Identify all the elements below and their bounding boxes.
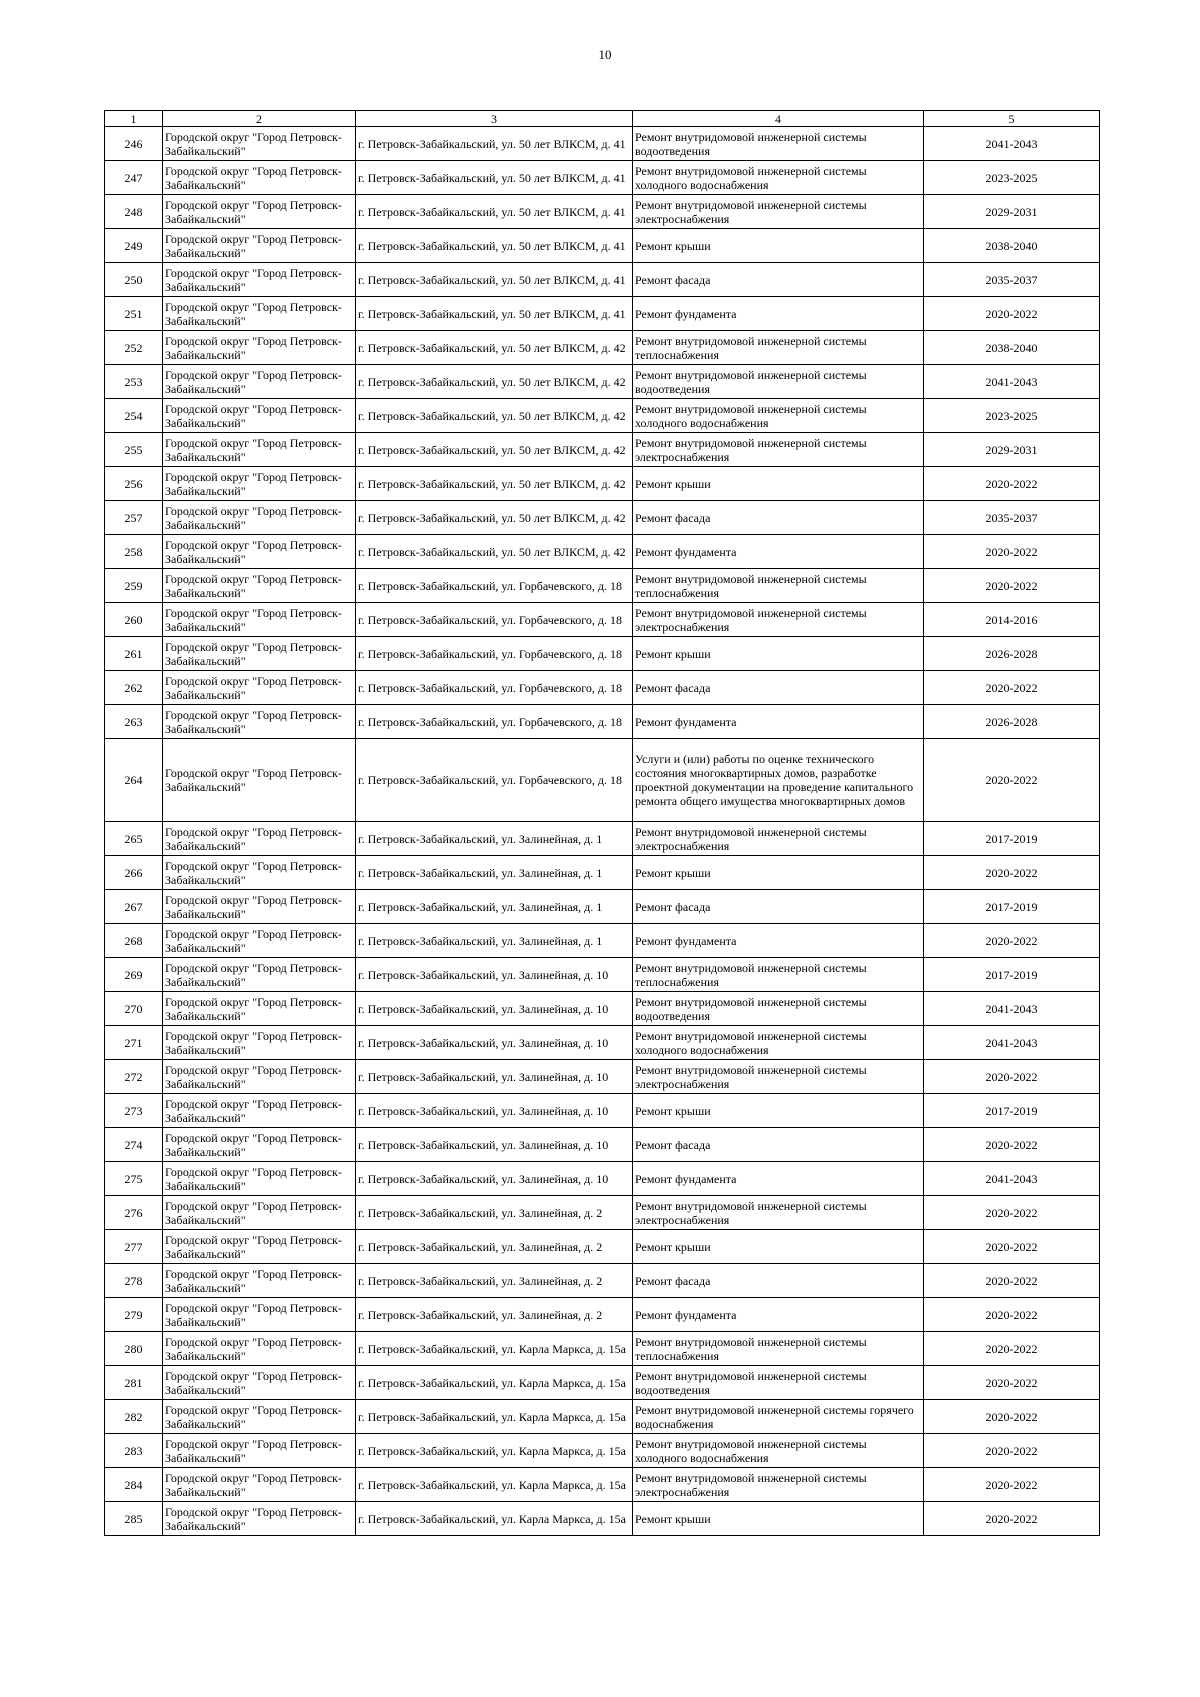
table-row [105,890,1100,924]
period-cell: 2029-2031 [924,195,1100,229]
row-number: 281 [105,1366,163,1400]
work-type-cell: Ремонт крыши [633,229,924,263]
row-number: 261 [105,637,163,671]
work-type-cell: Ремонт внутридомовой инженерной системы электроснабжения [633,433,924,467]
row-number: 263 [105,705,163,739]
row-number: 254 [105,399,163,433]
row-number: 280 [105,1332,163,1366]
row-number: 275 [105,1162,163,1196]
work-type-cell: Ремонт крыши [633,637,924,671]
table-row [105,992,1100,1026]
table-row [105,958,1100,992]
table-row [105,127,1100,161]
address-cell: г. Петровск-Забайкальский, ул. Залинейная, д. 2 [356,1298,633,1332]
work-type-cell: Ремонт внутридомовой инженерной системы теплоснабжения [633,331,924,365]
row-number: 251 [105,297,163,331]
work-type-cell: Ремонт фундамента [633,1162,924,1196]
municipality-cell: Городской округ "Город Петровск-Забайкальский" [163,365,356,399]
municipality-cell: Городской округ "Город Петровск-Забайкальский" [163,1434,356,1468]
municipality-cell: Городской округ "Город Петровск-Забайкальский" [163,958,356,992]
municipality-cell: Городской округ "Город Петровск-Забайкальский" [163,1264,356,1298]
row-number: 255 [105,433,163,467]
municipality-cell: Городской округ "Город Петровск-Забайкальский" [163,399,356,433]
repair-schedule-table [104,110,1100,1536]
table-row [105,467,1100,501]
table-row [105,501,1100,535]
row-number: 283 [105,1434,163,1468]
municipality-cell: Городской округ "Город Петровск-Забайкальский" [163,1094,356,1128]
table-row [105,924,1100,958]
address-cell: г. Петровск-Забайкальский, ул. 50 лет ВЛКСМ, д. 42 [356,399,633,433]
period-cell: 2041-2043 [924,365,1100,399]
row-number: 267 [105,890,163,924]
table-row [105,1502,1100,1536]
row-number: 252 [105,331,163,365]
row-number: 279 [105,1298,163,1332]
municipality-cell: Городской округ "Город Петровск-Забайкальский" [163,890,356,924]
period-cell: 2017-2019 [924,890,1100,924]
address-cell: г. Петровск-Забайкальский, ул. Горбачевского, д. 18 [356,705,633,739]
table-row [105,229,1100,263]
row-number: 246 [105,127,163,161]
work-type-cell: Ремонт внутридомовой инженерной системы водоотведения [633,127,924,161]
work-type-cell: Ремонт внутридомовой инженерной системы холодного водоснабжения [633,1026,924,1060]
work-type-cell: Ремонт внутридомовой инженерной системы водоотведения [633,992,924,1026]
period-cell: 2020-2022 [924,1502,1100,1536]
municipality-cell: Городской округ "Город Петровск-Забайкальский" [163,1468,356,1502]
work-type-cell: Ремонт внутридомовой инженерной системы электроснабжения [633,195,924,229]
table-row [105,433,1100,467]
period-cell: 2029-2031 [924,433,1100,467]
table-row [105,1060,1100,1094]
row-number: 284 [105,1468,163,1502]
row-number: 272 [105,1060,163,1094]
address-cell: г. Петровск-Забайкальский, ул. Горбачевского, д. 18 [356,739,633,822]
period-cell: 2020-2022 [924,1400,1100,1434]
period-cell: 2035-2037 [924,501,1100,535]
column-header-2: 2 [163,111,356,127]
column-header-1: 1 [105,111,163,127]
work-type-cell: Ремонт внутридомовой инженерной системы электроснабжения [633,1060,924,1094]
address-cell: г. Петровск-Забайкальский, ул. Горбачевского, д. 18 [356,569,633,603]
address-cell: г. Петровск-Забайкальский, ул. Залинейная, д. 2 [356,1230,633,1264]
work-type-cell: Ремонт крыши [633,856,924,890]
address-cell: г. Петровск-Забайкальский, ул. 50 лет ВЛКСМ, д. 41 [356,127,633,161]
municipality-cell: Городской округ "Город Петровск-Забайкальский" [163,1162,356,1196]
work-type-cell: Ремонт крыши [633,1094,924,1128]
municipality-cell: Городской округ "Город Петровск-Забайкальский" [163,705,356,739]
period-cell: 2041-2043 [924,1026,1100,1060]
period-cell: 2020-2022 [924,1366,1100,1400]
address-cell: г. Петровск-Забайкальский, ул. Горбачевского, д. 18 [356,637,633,671]
row-number: 271 [105,1026,163,1060]
address-cell: г. Петровск-Забайкальский, ул. 50 лет ВЛКСМ, д. 41 [356,263,633,297]
period-cell: 2038-2040 [924,331,1100,365]
address-cell: г. Петровск-Забайкальский, ул. 50 лет ВЛКСМ, д. 41 [356,195,633,229]
municipality-cell: Городской округ "Город Петровск-Забайкальский" [163,1196,356,1230]
period-cell: 2017-2019 [924,958,1100,992]
address-cell: г. Петровск-Забайкальский, ул. 50 лет ВЛКСМ, д. 41 [356,161,633,195]
work-type-cell: Ремонт внутридомовой инженерной системы холодного водоснабжения [633,1434,924,1468]
row-number: 248 [105,195,163,229]
municipality-cell: Городской округ "Город Петровск-Забайкальский" [163,924,356,958]
column-header-3: 3 [356,111,633,127]
row-number: 262 [105,671,163,705]
table-row [105,1196,1100,1230]
table-row [105,705,1100,739]
municipality-cell: Городской округ "Город Петровск-Забайкальский" [163,535,356,569]
table-row [105,569,1100,603]
address-cell: г. Петровск-Забайкальский, ул. 50 лет ВЛКСМ, д. 42 [356,365,633,399]
address-cell: г. Петровск-Забайкальский, ул. Залинейная, д. 10 [356,992,633,1026]
table-row [105,1468,1100,1502]
period-cell: 2041-2043 [924,127,1100,161]
municipality-cell: Городской округ "Город Петровск-Забайкальский" [163,739,356,822]
period-cell: 2020-2022 [924,569,1100,603]
municipality-cell: Городской округ "Город Петровск-Забайкальский" [163,331,356,365]
work-type-cell: Ремонт внутридомовой инженерной системы горячего водоснабжения [633,1400,924,1434]
period-cell: 2035-2037 [924,263,1100,297]
table-row [105,671,1100,705]
column-number-row [105,111,1100,127]
work-type-cell: Ремонт внутридомовой инженерной системы водоотведения [633,1366,924,1400]
address-cell: г. Петровск-Забайкальский, ул. Горбачевского, д. 18 [356,671,633,705]
address-cell: г. Петровск-Забайкальский, ул. Залинейная, д. 10 [356,1162,633,1196]
municipality-cell: Городской округ "Город Петровск-Забайкальский" [163,433,356,467]
table-row [105,1332,1100,1366]
table-row [105,1162,1100,1196]
work-type-cell: Ремонт фундамента [633,924,924,958]
period-cell: 2020-2022 [924,1298,1100,1332]
table-row [105,535,1100,569]
address-cell: г. Петровск-Забайкальский, ул. Карла Маркса, д. 15а [356,1400,633,1434]
work-type-cell: Ремонт фасада [633,501,924,535]
address-cell: г. Петровск-Забайкальский, ул. 50 лет ВЛКСМ, д. 42 [356,501,633,535]
work-type-cell: Ремонт крыши [633,467,924,501]
period-cell: 2020-2022 [924,1468,1100,1502]
table-row [105,1094,1100,1128]
table-row [105,1366,1100,1400]
address-cell: г. Петровск-Забайкальский, ул. Карла Маркса, д. 15а [356,1434,633,1468]
address-cell: г. Петровск-Забайкальский, ул. 50 лет ВЛКСМ, д. 41 [356,297,633,331]
row-number: 256 [105,467,163,501]
work-type-cell: Ремонт внутридомовой инженерной системы холодного водоснабжения [633,399,924,433]
column-header-4: 4 [633,111,924,127]
row-number: 265 [105,822,163,856]
work-type-cell: Ремонт внутридомовой инженерной системы электроснабжения [633,1196,924,1230]
municipality-cell: Городской округ "Город Петровск-Забайкальский" [163,637,356,671]
period-cell: 2017-2019 [924,822,1100,856]
municipality-cell: Городской округ "Город Петровск-Забайкальский" [163,569,356,603]
work-type-cell: Ремонт внутридомовой инженерной системы электроснабжения [633,603,924,637]
period-cell: 2020-2022 [924,1434,1100,1468]
table-row [105,1400,1100,1434]
row-number: 282 [105,1400,163,1434]
work-type-cell: Ремонт фасада [633,671,924,705]
period-cell: 2020-2022 [924,1332,1100,1366]
work-type-cell: Ремонт внутридомовой инженерной системы электроснабжения [633,1468,924,1502]
period-cell: 2026-2028 [924,637,1100,671]
address-cell: г. Петровск-Забайкальский, ул. 50 лет ВЛКСМ, д. 42 [356,535,633,569]
period-cell: 2020-2022 [924,1196,1100,1230]
work-type-cell: Ремонт внутридомовой инженерной системы теплоснабжения [633,569,924,603]
address-cell: г. Петровск-Забайкальский, ул. 50 лет ВЛКСМ, д. 42 [356,331,633,365]
period-cell: 2020-2022 [924,535,1100,569]
municipality-cell: Городской округ "Город Петровск-Забайкальский" [163,161,356,195]
row-number: 277 [105,1230,163,1264]
page-number: 10 [598,47,612,62]
address-cell: г. Петровск-Забайкальский, ул. Залинейная, д. 1 [356,890,633,924]
municipality-cell: Городской округ "Город Петровск-Забайкальский" [163,671,356,705]
municipality-cell: Городской округ "Город Петровск-Забайкальский" [163,1366,356,1400]
table-row [105,637,1100,671]
period-cell: 2020-2022 [924,671,1100,705]
row-number: 253 [105,365,163,399]
table-row [105,603,1100,637]
row-number: 268 [105,924,163,958]
work-type-cell: Ремонт крыши [633,1502,924,1536]
table-row [105,1434,1100,1468]
address-cell: г. Петровск-Забайкальский, ул. Залинейная, д. 2 [356,1264,633,1298]
row-number: 259 [105,569,163,603]
row-number: 273 [105,1094,163,1128]
address-cell: г. Петровск-Забайкальский, ул. Залинейная, д. 10 [356,1060,633,1094]
work-type-cell: Ремонт фундамента [633,297,924,331]
municipality-cell: Городской округ "Город Петровск-Забайкальский" [163,229,356,263]
work-type-cell: Ремонт фасада [633,1264,924,1298]
work-type-cell: Ремонт фундамента [633,705,924,739]
period-cell: 2023-2025 [924,161,1100,195]
period-cell: 2020-2022 [924,1264,1100,1298]
row-number: 270 [105,992,163,1026]
row-number: 285 [105,1502,163,1536]
table-row [105,399,1100,433]
row-number: 250 [105,263,163,297]
work-type-cell: Ремонт крыши [633,1230,924,1264]
address-cell: г. Петровск-Забайкальский, ул. Карла Маркса, д. 15а [356,1502,633,1536]
row-number: 278 [105,1264,163,1298]
municipality-cell: Городской округ "Город Петровск-Забайкальский" [163,856,356,890]
municipality-cell: Городской округ "Город Петровск-Забайкальский" [163,195,356,229]
municipality-cell: Городской округ "Город Петровск-Забайкальский" [163,1230,356,1264]
table-row [105,1298,1100,1332]
municipality-cell: Городской округ "Город Петровск-Забайкальский" [163,822,356,856]
row-number: 258 [105,535,163,569]
municipality-cell: Городской округ "Город Петровск-Забайкальский" [163,603,356,637]
municipality-cell: Городской округ "Город Петровск-Забайкальский" [163,127,356,161]
table-row [105,161,1100,195]
work-type-cell: Ремонт внутридомовой инженерной системы теплоснабжения [633,1332,924,1366]
table-row [105,1230,1100,1264]
period-cell: 2014-2016 [924,603,1100,637]
municipality-cell: Городской округ "Город Петровск-Забайкальский" [163,1332,356,1366]
period-cell: 2020-2022 [924,924,1100,958]
work-type-cell: Ремонт внутридомовой инженерной системы электроснабжения [633,822,924,856]
period-cell: 2020-2022 [924,467,1100,501]
row-number: 269 [105,958,163,992]
municipality-cell: Городской округ "Город Петровск-Забайкальский" [163,1298,356,1332]
row-number: 274 [105,1128,163,1162]
period-cell: 2041-2043 [924,1162,1100,1196]
table-row [105,1264,1100,1298]
municipality-cell: Городской округ "Город Петровск-Забайкальский" [163,1128,356,1162]
row-number: 249 [105,229,163,263]
address-cell: г. Петровск-Забайкальский, ул. Залинейная, д. 10 [356,1128,633,1162]
work-type-cell: Ремонт фасада [633,1128,924,1162]
table-row [105,1128,1100,1162]
row-number: 264 [105,739,163,822]
period-cell: 2020-2022 [924,297,1100,331]
row-number: 266 [105,856,163,890]
work-type-cell: Ремонт фундамента [633,1298,924,1332]
municipality-cell: Городской округ "Город Петровск-Забайкальский" [163,1400,356,1434]
address-cell: г. Петровск-Забайкальский, ул. Горбачевского, д. 18 [356,603,633,637]
table-row [105,263,1100,297]
table-row [105,297,1100,331]
period-cell: 2026-2028 [924,705,1100,739]
municipality-cell: Городской округ "Город Петровск-Забайкальский" [163,501,356,535]
municipality-cell: Городской округ "Город Петровск-Забайкальский" [163,297,356,331]
address-cell: г. Петровск-Забайкальский, ул. Карла Маркса, д. 15а [356,1468,633,1502]
table-row [105,331,1100,365]
period-cell: 2041-2043 [924,992,1100,1026]
work-type-cell: Услуги и (или) работы по оценке технического состояния многоквартирных домов, разработке проектной документации на проведение капитального ремонта общего имущества многоквартирных домов [633,739,924,822]
municipality-cell: Городской округ "Город Петровск-Забайкальский" [163,1060,356,1094]
period-cell: 2020-2022 [924,1128,1100,1162]
period-cell: 2017-2019 [924,1094,1100,1128]
municipality-cell: Городской округ "Город Петровск-Забайкальский" [163,1026,356,1060]
table-row [105,1026,1100,1060]
period-cell: 2020-2022 [924,1060,1100,1094]
table-row [105,822,1100,856]
work-type-cell: Ремонт внутридомовой инженерной системы водоотведения [633,365,924,399]
address-cell: г. Петровск-Забайкальский, ул. Карла Маркса, д. 15а [356,1366,633,1400]
address-cell: г. Петровск-Забайкальский, ул. 50 лет ВЛКСМ, д. 42 [356,467,633,501]
municipality-cell: Городской округ "Город Петровск-Забайкальский" [163,1502,356,1536]
address-cell: г. Петровск-Забайкальский, ул. 50 лет ВЛКСМ, д. 41 [356,229,633,263]
table-body [105,127,1100,1536]
period-cell: 2020-2022 [924,856,1100,890]
row-number: 276 [105,1196,163,1230]
work-type-cell: Ремонт внутридомовой инженерной системы холодного водоснабжения [633,161,924,195]
period-cell: 2023-2025 [924,399,1100,433]
work-type-cell: Ремонт фасада [633,890,924,924]
row-number: 257 [105,501,163,535]
address-cell: г. Петровск-Забайкальский, ул. Карла Маркса, д. 15а [356,1332,633,1366]
table-row [105,856,1100,890]
row-number: 260 [105,603,163,637]
table-row [105,739,1100,822]
row-number: 247 [105,161,163,195]
work-type-cell: Ремонт внутридомовой инженерной системы теплоснабжения [633,958,924,992]
period-cell: 2038-2040 [924,229,1100,263]
address-cell: г. Петровск-Забайкальский, ул. Залинейная, д. 1 [356,856,633,890]
period-cell: 2020-2022 [924,739,1100,822]
table-row [105,195,1100,229]
column-header-5: 5 [924,111,1100,127]
municipality-cell: Городской округ "Город Петровск-Забайкальский" [163,992,356,1026]
work-type-cell: Ремонт фундамента [633,535,924,569]
address-cell: г. Петровск-Забайкальский, ул. Залинейная, д. 10 [356,958,633,992]
table-row [105,365,1100,399]
address-cell: г. Петровск-Забайкальский, ул. 50 лет ВЛКСМ, д. 42 [356,433,633,467]
work-type-cell: Ремонт фасада [633,263,924,297]
address-cell: г. Петровск-Забайкальский, ул. Залинейная, д. 2 [356,1196,633,1230]
period-cell: 2020-2022 [924,1230,1100,1264]
municipality-cell: Городской округ "Город Петровск-Забайкальский" [163,467,356,501]
address-cell: г. Петровск-Забайкальский, ул. Залинейная, д. 1 [356,924,633,958]
address-cell: г. Петровск-Забайкальский, ул. Залинейная, д. 1 [356,822,633,856]
municipality-cell: Городской округ "Город Петровск-Забайкальский" [163,263,356,297]
address-cell: г. Петровск-Забайкальский, ул. Залинейная, д. 10 [356,1026,633,1060]
address-cell: г. Петровск-Забайкальский, ул. Залинейная, д. 10 [356,1094,633,1128]
